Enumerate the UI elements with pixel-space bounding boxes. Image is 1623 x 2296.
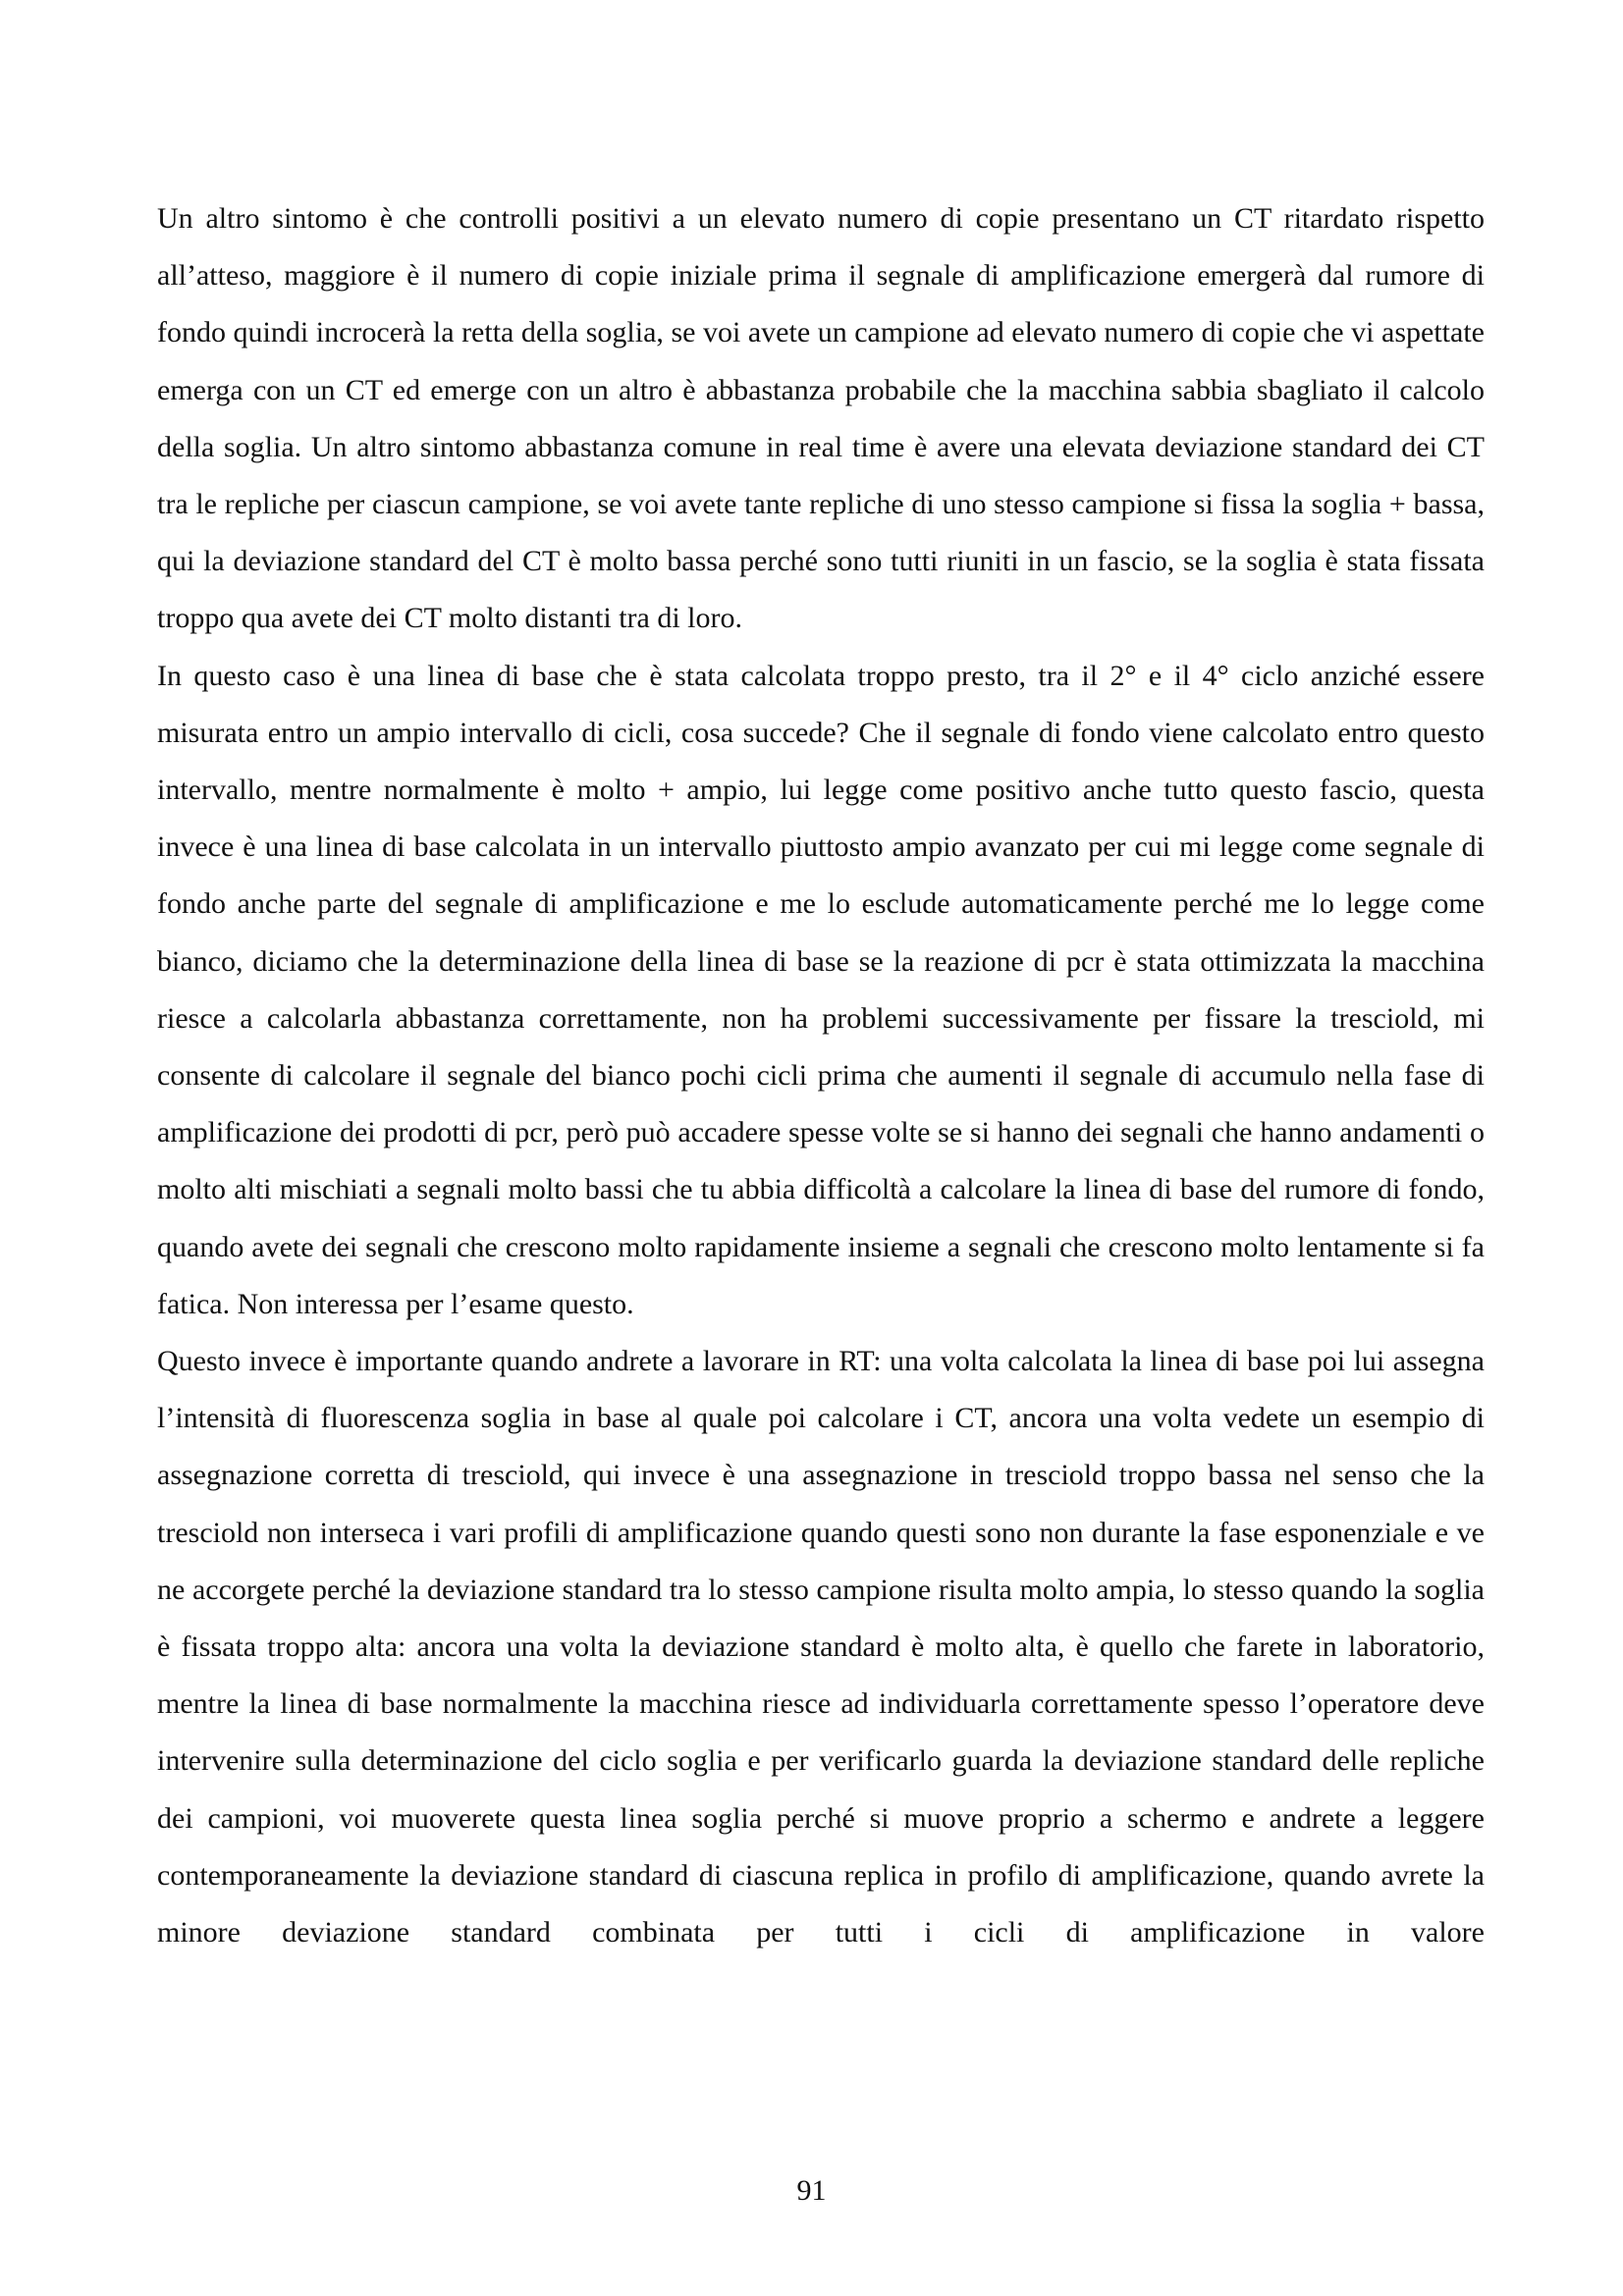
paragraph-2: In questo caso è una linea di base che è stata calcolata troppo presto, tra il 2° e il 4° ciclo anziché essere misurata entro un ampio intervallo di cicli, cosa succede? Che il segnale di fondo viene calcolato entro questo intervallo, mentre normalmente è molto + ampio, lui legge come positivo anche tutto questo fascio, questa invece è una linea di base calcolata in un intervallo piuttosto ampio avanzato per cui mi legge come segnale di fondo anche parte del segnale di amplificazione e me lo esclude automaticamente perché me lo legge come bianco, diciamo che la determinazione della linea di base se la reazione di pcr è stata ottimizzata la macchina riesce a calcolarla abbastanza correttamente, non ha problemi successivamente per fissare la tresciold, mi consente di calcolare il segnale del bianco pochi cicli prima che aumenti il segnale di accumulo nella fase di amplificazione dei prodotti di pcr, però può accadere spesse volte se si hanno dei segnali che hanno andamenti o molto alti mischiati a segnali molto bassi che tu abbia difficoltà a calcolare la linea di base del rumore di fondo, quando avete dei segnali che crescono molto rapidamente insieme a segnali che crescono molto lentamente si fa fatica. Non interessa per l’esame questo. (157, 659, 1485, 1320)
paragraph-1: Un altro sintomo è che controlli positivi a un elevato numero di copie presentano un CT ritardato rispetto all’atteso, maggiore è il numero di copie iniziale prima il segnale di amplificazione emergerà dal rumore di fondo quindi incrocerà la retta della soglia, se voi avete un campione ad elevato numero di copie che vi aspettate emerga con un CT ed emerge con un altro è abbastanza probabile che la macchina sabbia sbagliato il calcolo della soglia. Un altro sintomo abbastanza comune in real time è avere una elevata deviazione standard dei CT tra le repliche per ciascun campione, se voi avete tante repliche di uno stesso campione si fissa la soglia + bassa, qui la deviazione standard del CT è molto bassa perché sono tutti riuniti in un fascio, se la soglia è stata fissata troppo qua avete dei CT molto distanti tra di loro. (157, 202, 1485, 635)
body-text (157, 190, 1485, 1961)
page-number: 91 (796, 2174, 827, 2207)
paragraph-3: Questo invece è importante quando andrete a lavorare in RT: una volta calcolata la linea di base poi lui assegna l’intensità di fluorescenza soglia in base al quale poi calcolare i CT, ancora una volta vedete un esempio di assegnazione corretta di tresciold, qui invece è una assegnazione in tresciold troppo bassa nel senso che la tresciold non interseca i vari profili di amplificazione quando questi sono non durante la fase esponenziale e ve ne accorgete perché la deviazione standard tra lo stesso campione risulta molto ampia, lo stesso quando la soglia è fissata troppo alta: ancora una volta la deviazione standard è molto alta, è quello che farete in laboratorio, mentre la linea di base normalmente la macchina riesce ad individuarla correttamente spesso l’operatore deve intervenire sulla determinazione del ciclo soglia e per verificarlo guarda la deviazione standard delle repliche dei campioni, voi muoverete questa linea soglia perché si muove proprio a schermo e andrete a leggere contemporaneamente la deviazione standard di ciascuna replica in profilo di amplificazione, quando avrete la minore deviazione standard combinata per tutti i cicli di amplificazione in valore (157, 1345, 1485, 1949)
